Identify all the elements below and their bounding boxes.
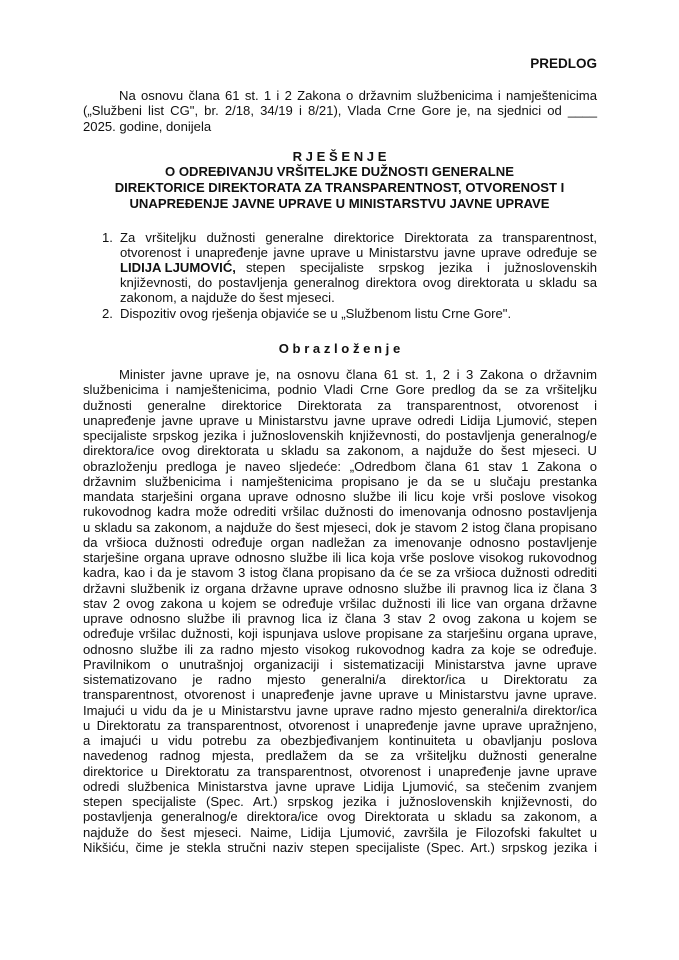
- appointee-name: LIDIJA LJUMOVIĆ,: [120, 260, 236, 275]
- decision-heading: R J E Š E N J E: [292, 149, 387, 164]
- text-line: državnim službenicima i namještenicima propisano je da se u slučaju prestanka: [83, 473, 597, 489]
- text-line: odredi službenica Ministarstva javne uprave Lidija Ljumović, sa stečenim zvanjem: [83, 778, 597, 794]
- text-line: specijaliste srpskog jezika i južnoslovenskih književnosti, do postavljenja generalnog/e: [83, 428, 597, 443]
- item-line: književnosti, do postavljenja generalnog direktora ovog direktorata u skladu sa: [120, 275, 597, 290]
- text-line: Nikšiću, čime je stekla stručni naziv stepen specijaliste (Spec. Art.) srpskog jezika i: [83, 839, 597, 855]
- item-line: otvorenost i unapređenje javne uprave u Ministarstvu javne uprave određuje se: [120, 245, 597, 260]
- text-line: navedenog radnog mjesta, predlažem da se za vršiteljku dužnosti generalne: [83, 748, 597, 764]
- text-line: državni službenik iz organa državne uprave odnosno službe ili pravnog lica iz člana 3: [83, 580, 597, 596]
- text-line: („Službeni list CG", br. 2/18, 34/19 i 8/21), Vlada Crne Gore je, na sjednici od ____: [83, 103, 597, 119]
- text-line: postavljenja generalnog/e direktora/ice ovog Direktorata u skladu sa zakonom, a: [83, 809, 597, 825]
- item-line: Za vršiteljku dužnosti generalne direktorice Direktorata za transparentnost,: [120, 230, 597, 245]
- text-line: transparentnost, otvorenost i unapređenje javne uprave u Ministarstvu javne uprave.: [83, 687, 597, 703]
- text-line: stepen specijaliste (Spec. Art.) srpskog jezika i južnoslovenskih književnosti, do: [83, 794, 597, 809]
- item-number: 1.: [102, 230, 113, 245]
- text-line: službenicima i namještenicima, podnio Vladi Crne Gore predlog da se za vršiteljku: [83, 382, 597, 398]
- text-line: direktorice u Direktoratu za transparentnost, otvorenost i unapređenje javne uprave: [83, 763, 597, 779]
- text-line: stav 2 ovog zakona u kojem se određuje vršilac dužnosti ili lice van organa državne: [83, 595, 597, 611]
- text-line: u skladu sa zakonom, a najduže do šest mjeseci, dok je stavom 2 istog člana propisano: [83, 519, 597, 535]
- item-line: zakonom, a najduže do šest mjeseci.: [120, 290, 335, 305]
- text-line: određuje vršilac dužnosti, koji ispunjava uslove propisane za starješinu organa uprave,: [83, 626, 597, 642]
- text-line: Na osnovu člana 61 st. 1 i 2 Zakona o državnim službenicima i namještenicima: [119, 88, 597, 103]
- text-line: odnosno službe ili za radno mjesto visokog rukovodnog kadra za koje se određuje.: [83, 641, 597, 657]
- text-line: dužnosti generalne direktorice Direktorata za transparentnost, otvorenost i: [83, 397, 597, 413]
- item-number: 2.: [102, 306, 113, 321]
- item-line: stepen specijaliste srpskog jezika i južnoslovenskih: [246, 260, 597, 275]
- decision-title-line: O ODREĐIVANJU VRŠITELJKE DUŽNOSTI GENERALNE: [165, 164, 514, 179]
- decision-title-line: UNAPREĐENJE JAVNE UPRAVE U MINISTARSTVU JAVNE UPRAVE: [129, 196, 550, 211]
- item-line: Dispozitiv ovog rješenja objaviće se u „Službenom listu Crne Gore".: [120, 306, 512, 321]
- text-line: kadra, kao i da je stavom 3 istog člana propisano da će se za vršioca dužnosti odrediti: [83, 565, 597, 581]
- text-line: rukovodnog kadra može odrediti vršilac dužnosti do imenovanja odnosno postavljenja: [83, 504, 597, 520]
- text-line: 2025. godine, donijela: [83, 118, 212, 134]
- text-line: unapređenje javne uprave u Ministarstvu javne uprave odredi Lidija Ljumović, stepen: [83, 412, 597, 428]
- text-line: Pravilnikom o unutrašnjoj organizaciji i sistematizaciji Ministarstva javne uprave: [83, 656, 597, 672]
- text-line: a imajući u vidu potrebu za obezbjeđivanjem kontinuiteta u obavljanju poslova: [83, 733, 597, 748]
- text-line: najduže do šest mjeseci. Naime, Lidija Ljumović, završila je Filozofski fakultet u: [83, 824, 597, 840]
- text-line: sistematizovano je radno mjesto generalni/a direktor/ica u Direktoratu za: [83, 672, 597, 687]
- decision-title-line: DIREKTORICE DIREKTORATA ZA TRANSPARENTNOST, OTVORENOST I: [114, 180, 565, 195]
- text-line: Imajući u vidu da je u Ministarstvu javne uprave radno mjesto generalni/a direktor/ica: [83, 702, 597, 718]
- text-line: mandata starješini organa uprave odnosno službe ili licu koje vrši poslove visokog: [83, 489, 597, 504]
- document-status-label: PREDLOG: [530, 56, 597, 71]
- text-line: da vršioca dužnosti određuje organ nadležan za imenovanje odnosno postavljenje: [83, 534, 597, 550]
- text-line: Minister javne uprave je, na osnovu člana 61 st. 1, 2 i 3 Zakona o državnim: [119, 367, 597, 382]
- text-line: u Direktoratu za transparentnost, otvorenost i unapređenje javne uprave upražnjeno,: [83, 717, 597, 733]
- text-line: starješine organa uprave odnosno službe ili lica koja vrše poslove visokog rukovodnog: [83, 550, 597, 565]
- text-line: uprave odnosno službe ili pravnog lica iz člana 3 stav 2 ovog zakona u kojem se: [83, 611, 597, 626]
- text-line: obrazloženju predloga je naveo sljedeće: „Odredbom člana 61 stav 1 Zakona o: [83, 458, 597, 474]
- explanation-heading: O b r a z l o ž e n j e: [278, 341, 401, 356]
- text-line: direktora/ice ovog direktorata u skladu sa zakonom, a najduže do šest mjeseci. U: [83, 443, 597, 459]
